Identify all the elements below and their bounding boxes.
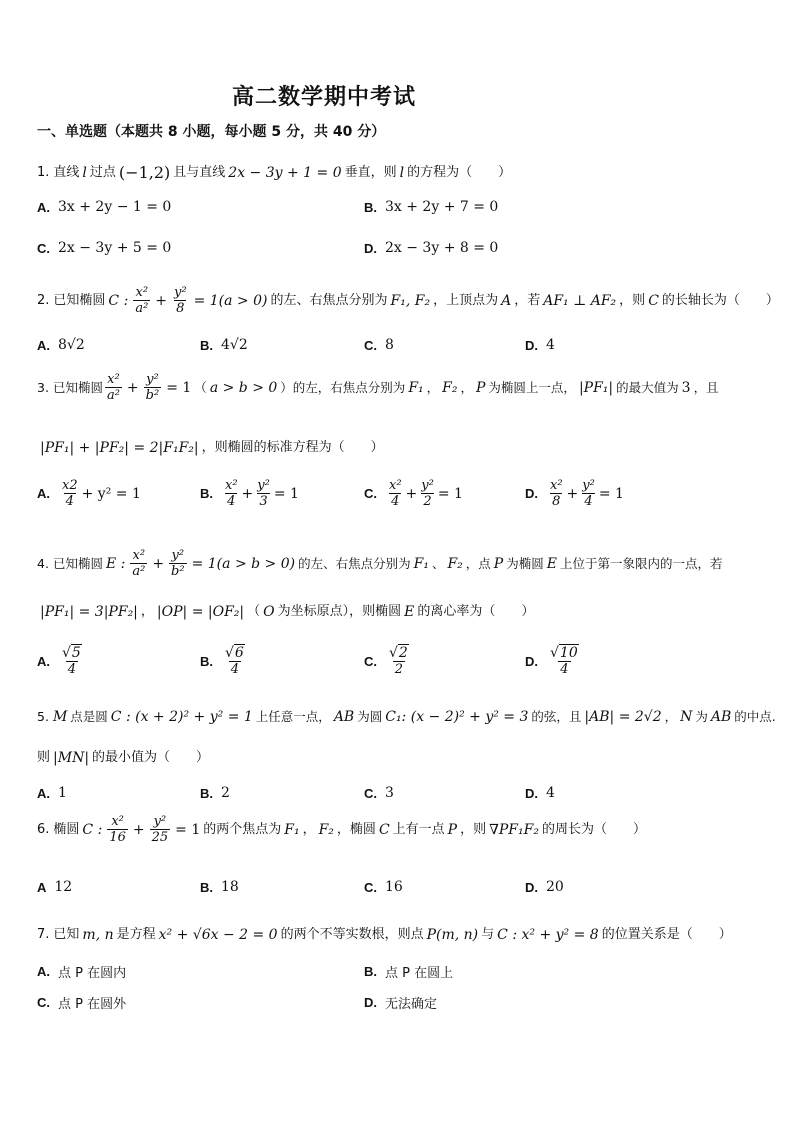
question-4-line-1: 4. 已知椭圆 E : $\frac{\text{x²}}{\text{a²}}$ + $\frac{\text{y²}}{\text{b²}}$ = 1(a > b > 0) 的左、右焦点分别为 F₁ 、 F₂ ，点 P 为椭圆 E 上位于第一象限内的一点，若 (37, 548, 723, 579)
question-7-option-a[interactable]: A. 点 P 在圆内 (37, 964, 127, 981)
section-heading: 一、单选题（本题共 8 小题，每小题 5 分，共 40 分） (37, 124, 386, 140)
page-title: 高二数学期中考试 (232, 85, 417, 110)
question-2-option-a[interactable]: A. 8√2 (37, 337, 85, 353)
question-1-option-a[interactable]: A. 3x + 2y − 1 = 0 (37, 199, 172, 215)
fraction: $\frac{\text{x²}}{\text{a²}}$ (135, 285, 149, 316)
question-4-option-c[interactable]: C. $\frac{√2}{2}$ (364, 645, 408, 677)
question-2-option-b[interactable]: B. 4√2 (200, 337, 248, 353)
fraction: $\frac{\text{x²}}{16}$ (109, 814, 126, 845)
question-6-option-a[interactable]: A 12 (37, 879, 73, 895)
fraction: $\frac{\text{y²}}{8}$ (174, 285, 187, 316)
question-2-option-c[interactable]: C. 8 (364, 337, 394, 353)
question-3-option-d[interactable]: D. $\frac{\text{x²}}{8}$ + $\frac{\text{y²}}{4}$ = 1 (525, 478, 624, 509)
question-5-option-c[interactable]: C. 3 (364, 785, 394, 801)
question-number: 1. (37, 165, 50, 180)
fraction: $\frac{\text{y²}}{25}$ (151, 814, 169, 845)
question-4-option-b[interactable]: B. $\frac{√6}{4}$ (200, 645, 244, 677)
question-7-option-b[interactable]: B. 点 P 在圆上 (364, 964, 454, 981)
question-5-option-d[interactable]: D. 4 (525, 785, 555, 801)
question-3-line-2: |PF₁| + |PF₂| = 2|F₁F₂| ，则椭圆的标准方程为（ ） (40, 440, 384, 456)
question-3-option-a[interactable]: A. $\frac{x2}{4}$ + y² = 1 (37, 478, 141, 509)
question-6-option-d[interactable]: D. 20 (525, 879, 564, 895)
question-4-option-a[interactable]: A. $\frac{√5}{4}$ (37, 645, 81, 677)
question-7-option-c[interactable]: C. 点 P 在圆外 (37, 995, 127, 1012)
question-5-line-1: 5. M 点是圆 C : (x + 2)² + y² = 1 上任意一点， AB 为圆 C₁: (x − 2)² + y² = 3 的弦，且 |AB| = 2√2 ， N 为 AB 的中点. (37, 709, 776, 725)
question-2-option-d[interactable]: D. 4 (525, 337, 555, 353)
question-1-option-b[interactable]: B. 3x + 2y + 7 = 0 (364, 199, 499, 215)
fraction: $\frac{\text{x²}}{\text{a²}}$ (132, 548, 146, 579)
fraction: $\frac{\text{y²}}{\text{b²}}$ (171, 548, 185, 579)
question-6-option-b[interactable]: B. 18 (200, 879, 239, 895)
question-1: 1. 直线 l 过点 (−1,2) 且与直线 2x − 3y + 1 = 0 垂直，则 l 的方程为（ ） (37, 163, 512, 182)
question-1-option-d[interactable]: D. 2x − 3y + 8 = 0 (364, 240, 499, 256)
question-6: 6. 椭圆 C : $\frac{\text{x²}}{16}$ + $\frac{\text{y²}}{25}$ = 1 的两个焦点为 F₁ ， F₂ ，椭圆 C 上有一点 P ，则 ∇PF₁F₂ 的周长为（ ） (37, 814, 646, 845)
fraction: $\frac{\text{y²}}{\text{b²}}$ (145, 372, 160, 403)
question-4-option-d[interactable]: D. $\frac{√10}{4}$ (525, 645, 578, 677)
question-2: 2. 已知椭圆 C : $\frac{\text{x²}}{\text{a²}}$ + $\frac{\text{y²}}{8}$ = 1(a > 0) 的左、右焦点分别为 F₁, F₂ ，上顶点为 A ，若 AF₁ ⊥ AF₂ ，则 C 的长轴长为（ ） (37, 285, 779, 316)
question-4-line-2: |PF₁| = 3|PF₂| ， |OP| = |OF₂| （ O 为坐标原点），则椭圆 E 的离心率为（ ） (40, 604, 535, 620)
question-5-option-a[interactable]: A. 1 (37, 785, 67, 801)
question-3-option-b[interactable]: B. $\frac{\text{x²}}{4}$ + $\frac{\text{y²}}{3}$ = 1 (200, 478, 299, 509)
question-5-line-2: 则 |MN| 的最小值为（ ） (37, 750, 210, 766)
question-3-option-c[interactable]: C. $\frac{\text{x²}}{4}$ + $\frac{\text{y²}}{2}$ = 1 (364, 478, 463, 509)
question-1-option-c[interactable]: C. 2x − 3y + 5 = 0 (37, 240, 172, 256)
question-6-option-c[interactable]: C. 16 (364, 879, 403, 895)
question-7: 7. 已知 m, n 是方程 x² + √6x − 2 = 0 的两个不等实数根，则点 P(m, n) 与 C : x² + y² = 8 的位置关系是（ ） (37, 927, 732, 943)
question-5-option-b[interactable]: B. 2 (200, 785, 230, 801)
fraction: $\frac{\text{x²}}{\text{a²}}$ (106, 372, 120, 403)
question-7-option-d[interactable]: D. 无法确定 (364, 995, 438, 1012)
question-3-line-1: 3. 已知椭圆 $\frac{\text{x²}}{\text{a²}}$ + $\frac{\text{y²}}{\text{b²}}$ = 1 （ a > b > 0 ）的左，右焦点分别为 F₁ ， F₂ ， P 为椭圆上一点， |PF₁| 的最大值为 3 ，且 (37, 372, 719, 403)
